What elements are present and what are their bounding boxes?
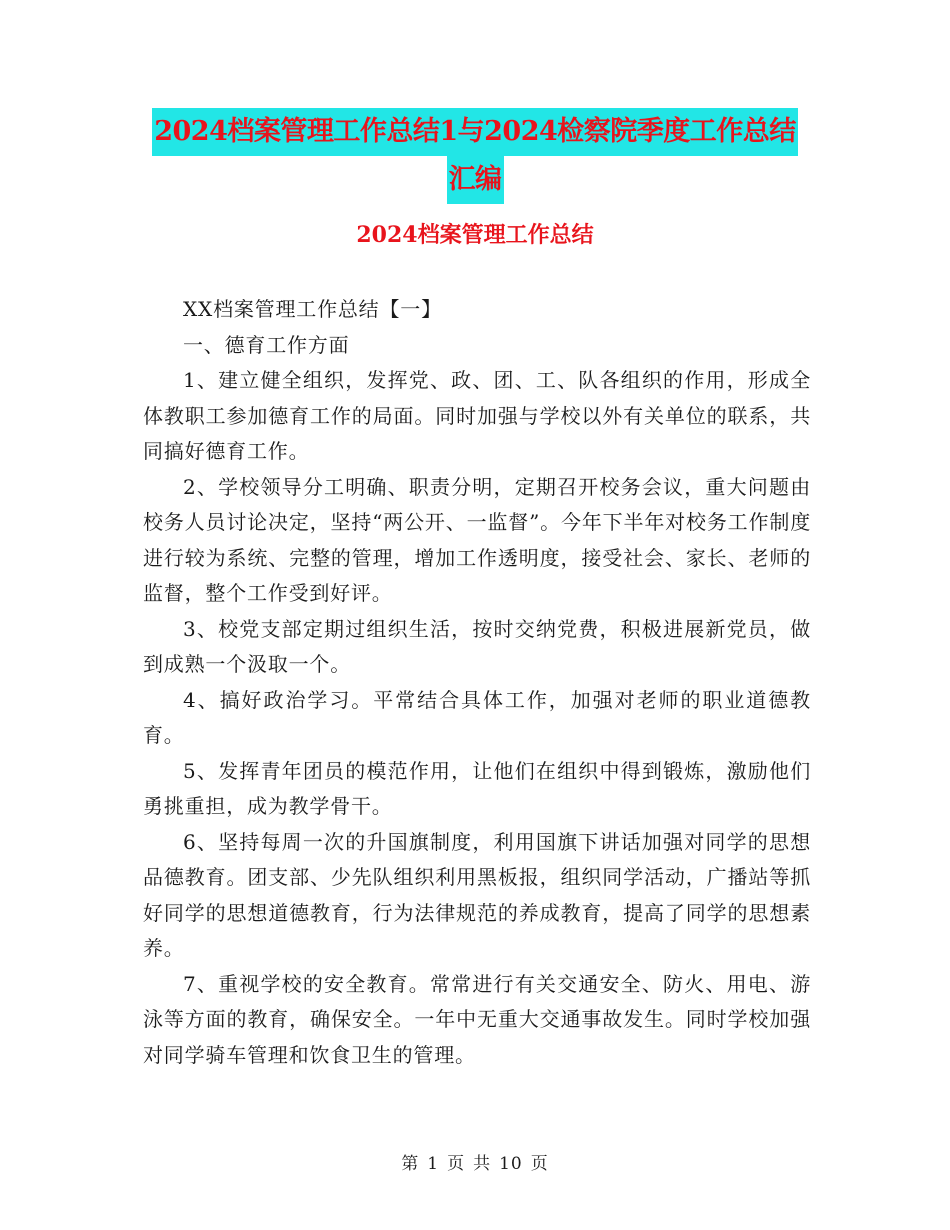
paragraph: 1、建立健全组织，发挥党、政、团、工、队各组织的作用，形成全体教职工参加德育工作的局面。同时加强与学校以外有关单位的联系，共同搞好德育工作。 bbox=[143, 368, 811, 463]
footer-total-word: 共 bbox=[473, 1154, 492, 1174]
document-title-line-1: 2024档案管理工作总结1与2024检察院季度工作总结 bbox=[152, 108, 798, 156]
paragraph: 4、搞好政治学习。平常结合具体工作，加强对老师的职业道德教育。 bbox=[143, 687, 811, 747]
paragraph: 6、坚持每周一次的升国旗制度，利用国旗下讲话加强对同学的思想品德教育。团支部、少先队组织利用黑板报，组织同学活动，广播站等抓好同学的思想道德教育，行为法律规范的养成教育，提高了同学的思想素养。 bbox=[143, 829, 811, 960]
current-page-number: 1 bbox=[427, 1154, 440, 1174]
paragraph-heading: XX档案管理工作总结【一】 bbox=[183, 297, 442, 321]
document-body bbox=[143, 292, 811, 1073]
footer-prefix: 第 bbox=[401, 1154, 420, 1174]
paragraph: 2、学校领导分工明确、职责分明，定期召开校务会议，重大问题由校务人员讨论决定，坚持“两公开、一监督”。今年下半年对校务工作制度进行较为系统、完整的管理，增加工作透明度，接受社会、家长、老师的监督，整个工作受到好评。 bbox=[143, 474, 811, 605]
paragraph: 5、发挥青年团员的模范作用，让他们在组织中得到锻炼，激励他们勇挑重担，成为教学骨干。 bbox=[143, 758, 811, 818]
paragraph-subheading: 一、德育工作方面 bbox=[183, 332, 350, 357]
footer-page-word: 页 bbox=[447, 1154, 466, 1174]
paragraph: 3、校党支部定期过组织生活，按时交纳党费，积极进展新党员，做到成熟一个汲取一个。 bbox=[143, 616, 811, 676]
total-pages-number: 10 bbox=[499, 1154, 523, 1174]
paragraph: 7、重视学校的安全教育。常常进行有关交通安全、防火、用电、游泳等方面的教育，确保安全。一年中无重大交通事故发生。同时学校加强对同学骑车管理和饮食卫生的管理。 bbox=[143, 971, 811, 1067]
footer-suffix: 页 bbox=[530, 1154, 549, 1174]
document-title bbox=[140, 108, 810, 204]
section-title: 2024档案管理工作总结 bbox=[356, 222, 594, 248]
page-footer bbox=[0, 1152, 950, 1176]
document-title-line-2: 汇编 bbox=[447, 156, 504, 204]
